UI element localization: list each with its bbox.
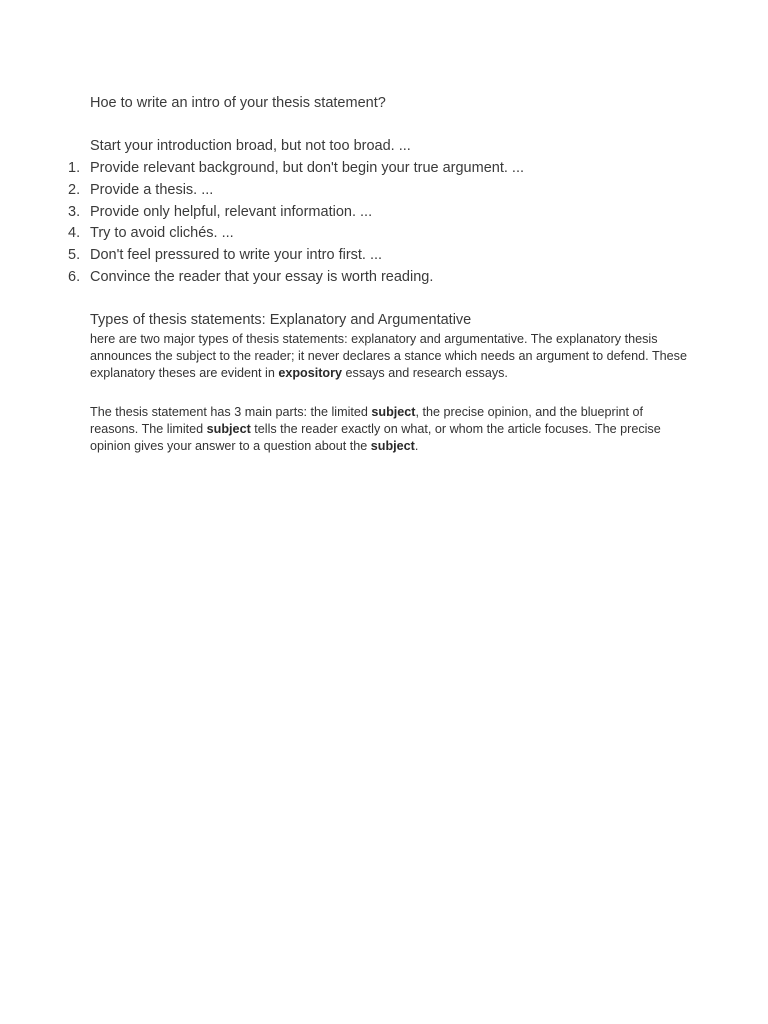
bold-term: subject xyxy=(370,438,415,453)
list-item-text: Provide relevant background, but don't begin your true argument. ... xyxy=(90,160,525,176)
thesis-parts-paragraph xyxy=(90,404,690,454)
bold-term: subject xyxy=(371,405,416,419)
list-number: 4. xyxy=(68,225,81,242)
list-item-text: Try to avoid clichés. ... xyxy=(90,225,234,242)
list-item xyxy=(60,223,524,245)
list-item xyxy=(60,180,524,202)
paragraph-text: , the precise opinion, and the blueprint of reasons. The limited xyxy=(90,405,644,436)
bold-term: expository xyxy=(278,365,343,380)
bold-term: subject xyxy=(206,421,251,436)
list-number: 2. xyxy=(68,181,81,198)
steps-list xyxy=(60,158,524,289)
list-number: 5. xyxy=(68,247,81,264)
paragraph-text: The thesis statement has 3 main parts: the limited xyxy=(90,405,372,419)
list-number: 3. xyxy=(68,203,81,220)
paragraph-text: essays and research essays. xyxy=(342,365,508,380)
list-number: 6. xyxy=(68,268,81,285)
list-item-text: Provide only helpful, relevant information. ... xyxy=(90,203,373,220)
list-item xyxy=(60,158,524,180)
intro-line: Start your introduction broad, but not too broad. ... xyxy=(90,138,411,154)
paragraph-text: . xyxy=(414,438,419,453)
list-item xyxy=(60,202,524,224)
list-item-text: Don't feel pressured to write your intro first. ... xyxy=(90,247,383,264)
list-item xyxy=(60,267,524,289)
list-item-text: Provide a thesis. ... xyxy=(90,181,214,198)
paragraph-text: here are two major types of thesis statements: explanatory and argumentative. The explanatory thesis announces the subject to the reader; it never declares a stance which needs an argument to defend. These explanatory theses are evident in xyxy=(90,332,687,380)
question-heading: Hoe to write an intro of your thesis statement? xyxy=(90,95,386,111)
paragraph-text: tells the reader exactly on what, or whom the article focuses. The precise opinion gives your answer to a question about the xyxy=(90,421,661,453)
types-heading: Types of thesis statements: Explanatory and Argumentative xyxy=(90,312,472,328)
explanatory-paragraph xyxy=(90,331,690,381)
list-item-text: Convince the reader that your essay is worth reading. xyxy=(90,268,434,285)
list-item xyxy=(60,245,524,267)
list-number: 1. xyxy=(68,160,81,176)
